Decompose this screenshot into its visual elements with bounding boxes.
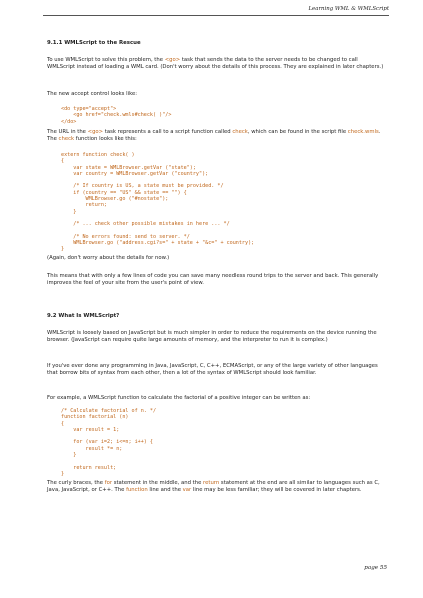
paragraph-again: (Again, don't worry about the details for now.) [47,255,170,261]
inline-code-return: return [203,480,220,486]
paragraph-factorial-example: For example, a WMLScript function to calculate the factorial of a positive integer can be written as: [47,395,311,401]
paragraph-based-on-javascript: WMLScript is loosely based on JavaScript but is much simpler in order to reduce the requirements on the device running the browser. (JavaScript can require quite large amounts of memory, and the interpreter to run it is complex.) [47,330,377,344]
inline-code-var: var [182,487,192,494]
running-header: Learning WML & WMLScript [308,6,389,12]
section-heading-rescue: 9.1.1 WMLScript to the Rescue [47,40,141,46]
inline-code-function: function [126,487,148,494]
paragraph-url-explanation: The URL in the <go> task represents a call to a script function called check, which can be found in the script file check.wmls. The check function looks like this: [47,129,381,143]
paragraph-familiar-syntax: If you've ever done any programming in Java, JavaScript, C, C++, ECMAScript, or any of the large variety of other languages that borrow bits of syntax from each other, then a lot of the syntax of WMLScript should look familiar. [47,363,378,377]
code-block-factorial: /* Calculate factorial of n. */ function factorial (n) { var result = 1; for (var i=2; i<=n; i++) { result *= n; } return result; } [61,408,157,477]
paragraph-intro: To use WMLScript to solve this problem, the <go> task that sends the data to the server needs to be changed to call WMLScript instead of loading a WML card. (Don't worry about the details of this process. They are explained in later chapters.) [47,57,384,71]
header-rule [43,15,389,16]
inline-code-for: for [104,480,113,486]
paragraph-curly-braces: The curly braces, the for statement in the middle, and the return statement at the end are all similar to languages such as C, Java, JavaScript, or C++. The function line and the var line may be less familiar; they will be covered in later chapters. [47,480,380,494]
code-block-check-function: extern function check( ) { var state = WMLBrowser.getVar ("state"); var country = WMLBrowser.getVar ("country"); /* If country is US, a state must be provided. */ if (country == "US" && state == "") { WMLBrowser.go ("#nostate"); return; } /* ... check other possible mistakes in here ... */ /* No errors found: send to server. */ WMLBrowser.go ("address.cgi?s=" + state + "&c=" + country); } [61,152,255,253]
inline-code-go: <go> [164,57,181,63]
inline-code-file: check.wmls [347,129,379,135]
page-number: page 55 [364,565,387,571]
inline-code-check: check [232,129,248,135]
section-heading-what-is: 9.2 What Is WMLScript? [47,313,120,319]
paragraph-round-trips: This means that with only a few lines of code you can save many needless round trips to the server and back. This generally improves the feel of your site from the user's point of view. [47,273,379,287]
code-block-accept: <do type="accept"> <go href="check.wmls#check( )"/> </do> [61,106,172,125]
inline-code-go: <go> [87,129,104,135]
inline-code-check: check [58,136,75,143]
paragraph-accept-control: The new accept control looks like: [47,91,137,97]
